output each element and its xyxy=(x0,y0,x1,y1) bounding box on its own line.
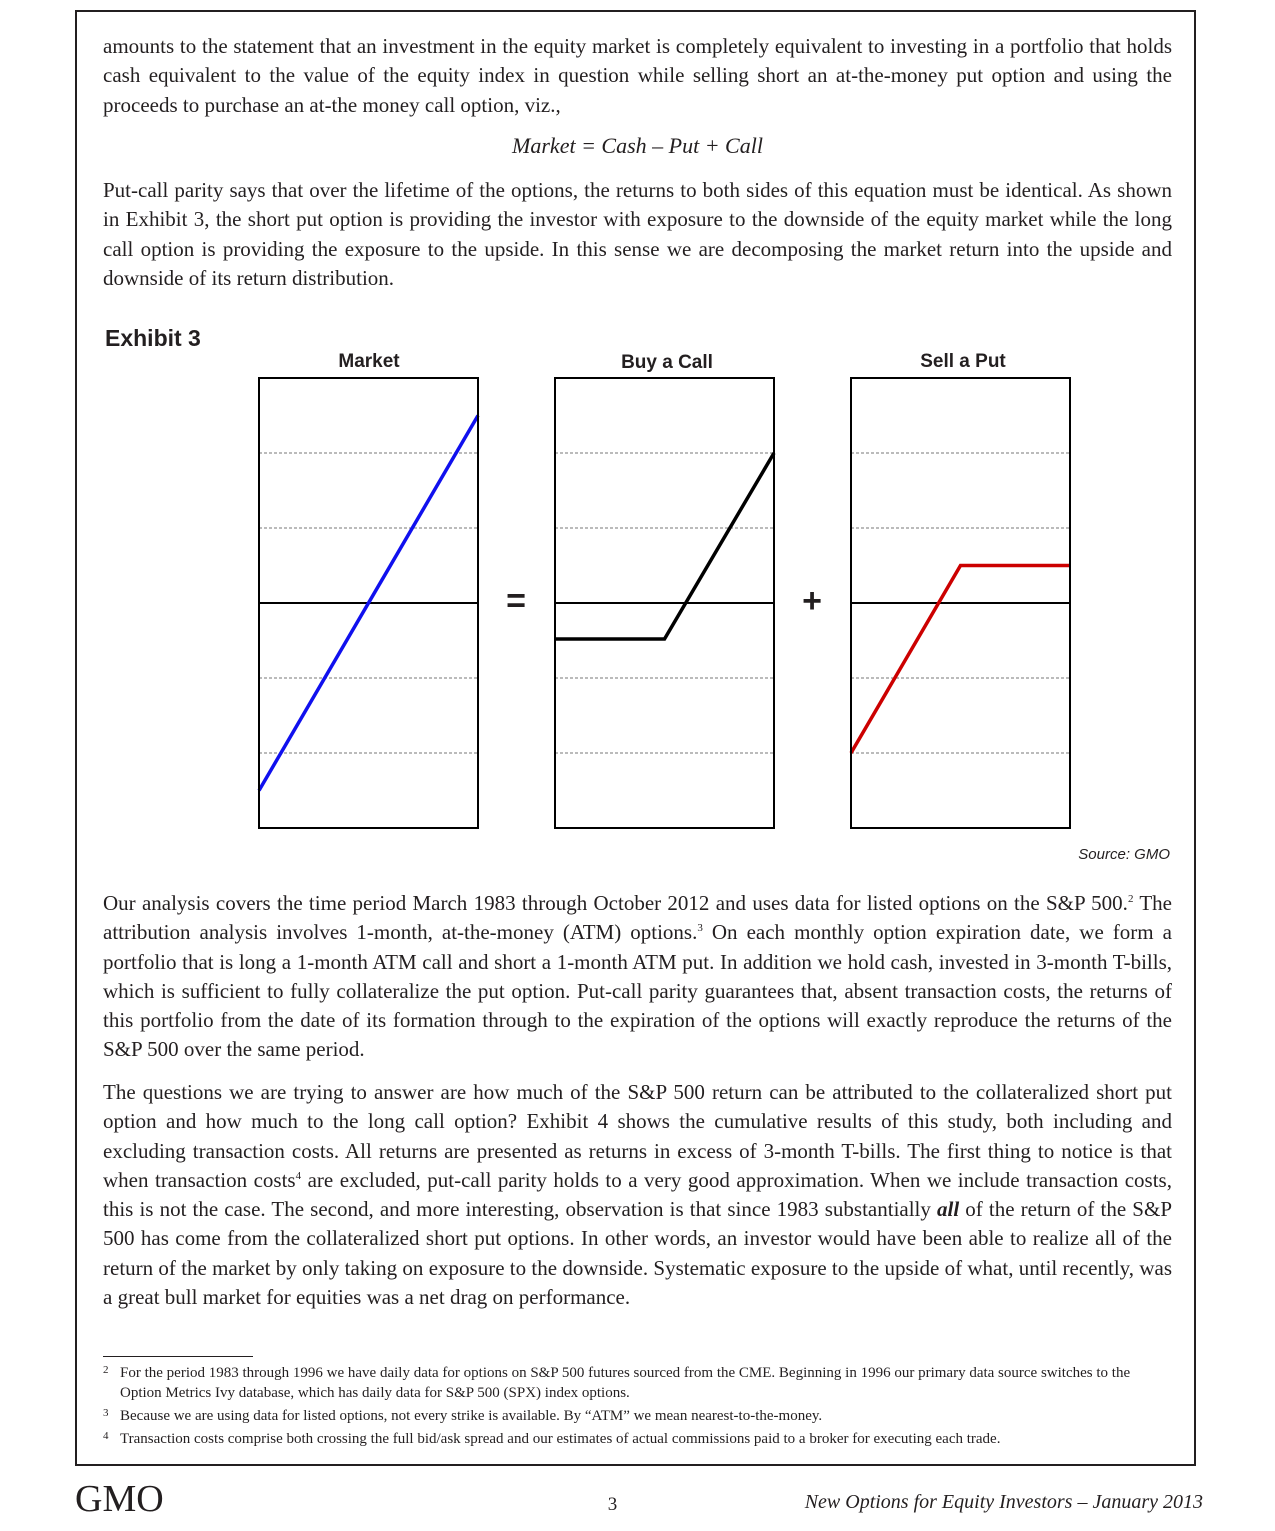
questions-text-2: are excluded, put-call parity holds to a very good approximation. When we include transaction costs, this is not the case. The second, and more interesting, observation is that since 1983 substantially xyxy=(103,1167,1172,1222)
equals-sign: = xyxy=(506,582,526,620)
intro-paragraph: amounts to the statement that an investment in the equity market is completely equivalent to investing in a portfolio that holds cash equivalent to the value of the equity index in question while selling short an at-the-money put option and using the proceeds to purchase an at-the money call option, viz., xyxy=(103,34,1172,117)
footnote-3 xyxy=(103,1406,1163,1426)
exhibit-title: Exhibit 3 xyxy=(105,325,201,351)
footnote-text: Transaction costs comprise both crossing the full bid/ask spread and our estimates of actual commissions paid to a broker for executing each trade. xyxy=(120,1431,1001,1447)
footnote-ref-4: 4 xyxy=(295,1169,302,1182)
questions-text-3: of the return of the S&P 500 has come from the collateralized short put options. In other words, an investor would have been able to realize all of the return of the market by only taking on exposure to the downside. Systematic exposure to the upside of what, until recently, was a great bull market for equities was a net drag on performance. xyxy=(103,1197,1172,1310)
payoff-panel xyxy=(555,378,774,828)
gmo-logo: GMO xyxy=(75,1478,164,1520)
analysis-text-1: Our analysis covers the time period March 1983 through October 2012 and uses data for listed options on the S&P 500. xyxy=(103,891,1128,915)
payoff-panel xyxy=(259,378,478,828)
footnote-number: 2 xyxy=(103,1364,109,1376)
page-number: 3 xyxy=(607,1494,618,1515)
parity-equation: Market = Cash – Put + Call xyxy=(512,133,763,158)
footer-title: New Options for Equity Investors – January 2013 xyxy=(804,1491,1203,1513)
payoff-panel xyxy=(851,378,1070,828)
footnote-ref-2: 2 xyxy=(1127,893,1134,905)
panel-title-market: Market xyxy=(338,351,400,372)
footnote-number: 4 xyxy=(103,1430,109,1442)
footnote-number: 3 xyxy=(103,1407,109,1419)
footnote-ref-3: 3 xyxy=(697,922,703,935)
footnote-4 xyxy=(103,1429,1163,1449)
payoff-line xyxy=(851,566,1070,754)
footnote-text: For the period 1983 through 1996 we have daily data for options on S&P 500 futures sourced from the CME. Beginning in 1996 our primary data source switches to the Option Metrics Ivy database, which has daily data for S&P 500 (SPX) index options. xyxy=(120,1365,1131,1401)
footnote-text: Because we are using data for listed options, not every strike is available. By “ATM” we mean nearest-to-the-money. xyxy=(120,1408,823,1424)
analysis-paragraph xyxy=(103,889,1172,1065)
questions-text-1: The questions we are trying to answer are how much of the S&P 500 return can be attributed to the collateralized short put option and how much to the long call option? Exhibit 4 shows the cumulative results of this study, both including and excluding transaction costs. All returns are presented as returns in excess of 3-month T-bills. The first thing to notice is that when transaction costs xyxy=(103,1080,1172,1192)
footnote-rule xyxy=(103,1356,253,1357)
panel-title-call: Buy a Call xyxy=(621,352,713,373)
emphasis-all: all xyxy=(937,1197,960,1222)
analysis-text-3: On each monthly option expiration date, we form a portfolio that is long a 1-month ATM call and short a 1-month ATM put. In addition we hold cash, invested in 3-month T-bills, which is sufficient to fully collateralize the put option. Put-call parity guarantees that, absent transaction costs, the returns of this portfolio from the date of its formation through to the expiration of the options will exactly reproduce the returns of the S&P 500 over the same period. xyxy=(103,920,1172,1062)
payoff-line xyxy=(555,453,774,639)
parity-paragraph: Put-call parity says that over the lifetime of the options, the returns to both sides of this equation must be identical. As shown in Exhibit 3, the short put option is providing the investor with exposure to the downside of the equity market while the long call option is providing the exposure to the upside. In this sense we are decomposing the market return into the upside and downside of its return distribution. xyxy=(103,178,1172,290)
plus-sign: + xyxy=(802,582,822,620)
source-note: Source: GMO xyxy=(1078,846,1170,863)
panel-title-put: Sell a Put xyxy=(920,351,1006,372)
analysis-text-2: The attribution analysis involves 1-month, at-the-money (ATM) options. xyxy=(103,891,1172,945)
footnote-2 xyxy=(103,1363,1163,1403)
questions-paragraph xyxy=(103,1078,1172,1312)
